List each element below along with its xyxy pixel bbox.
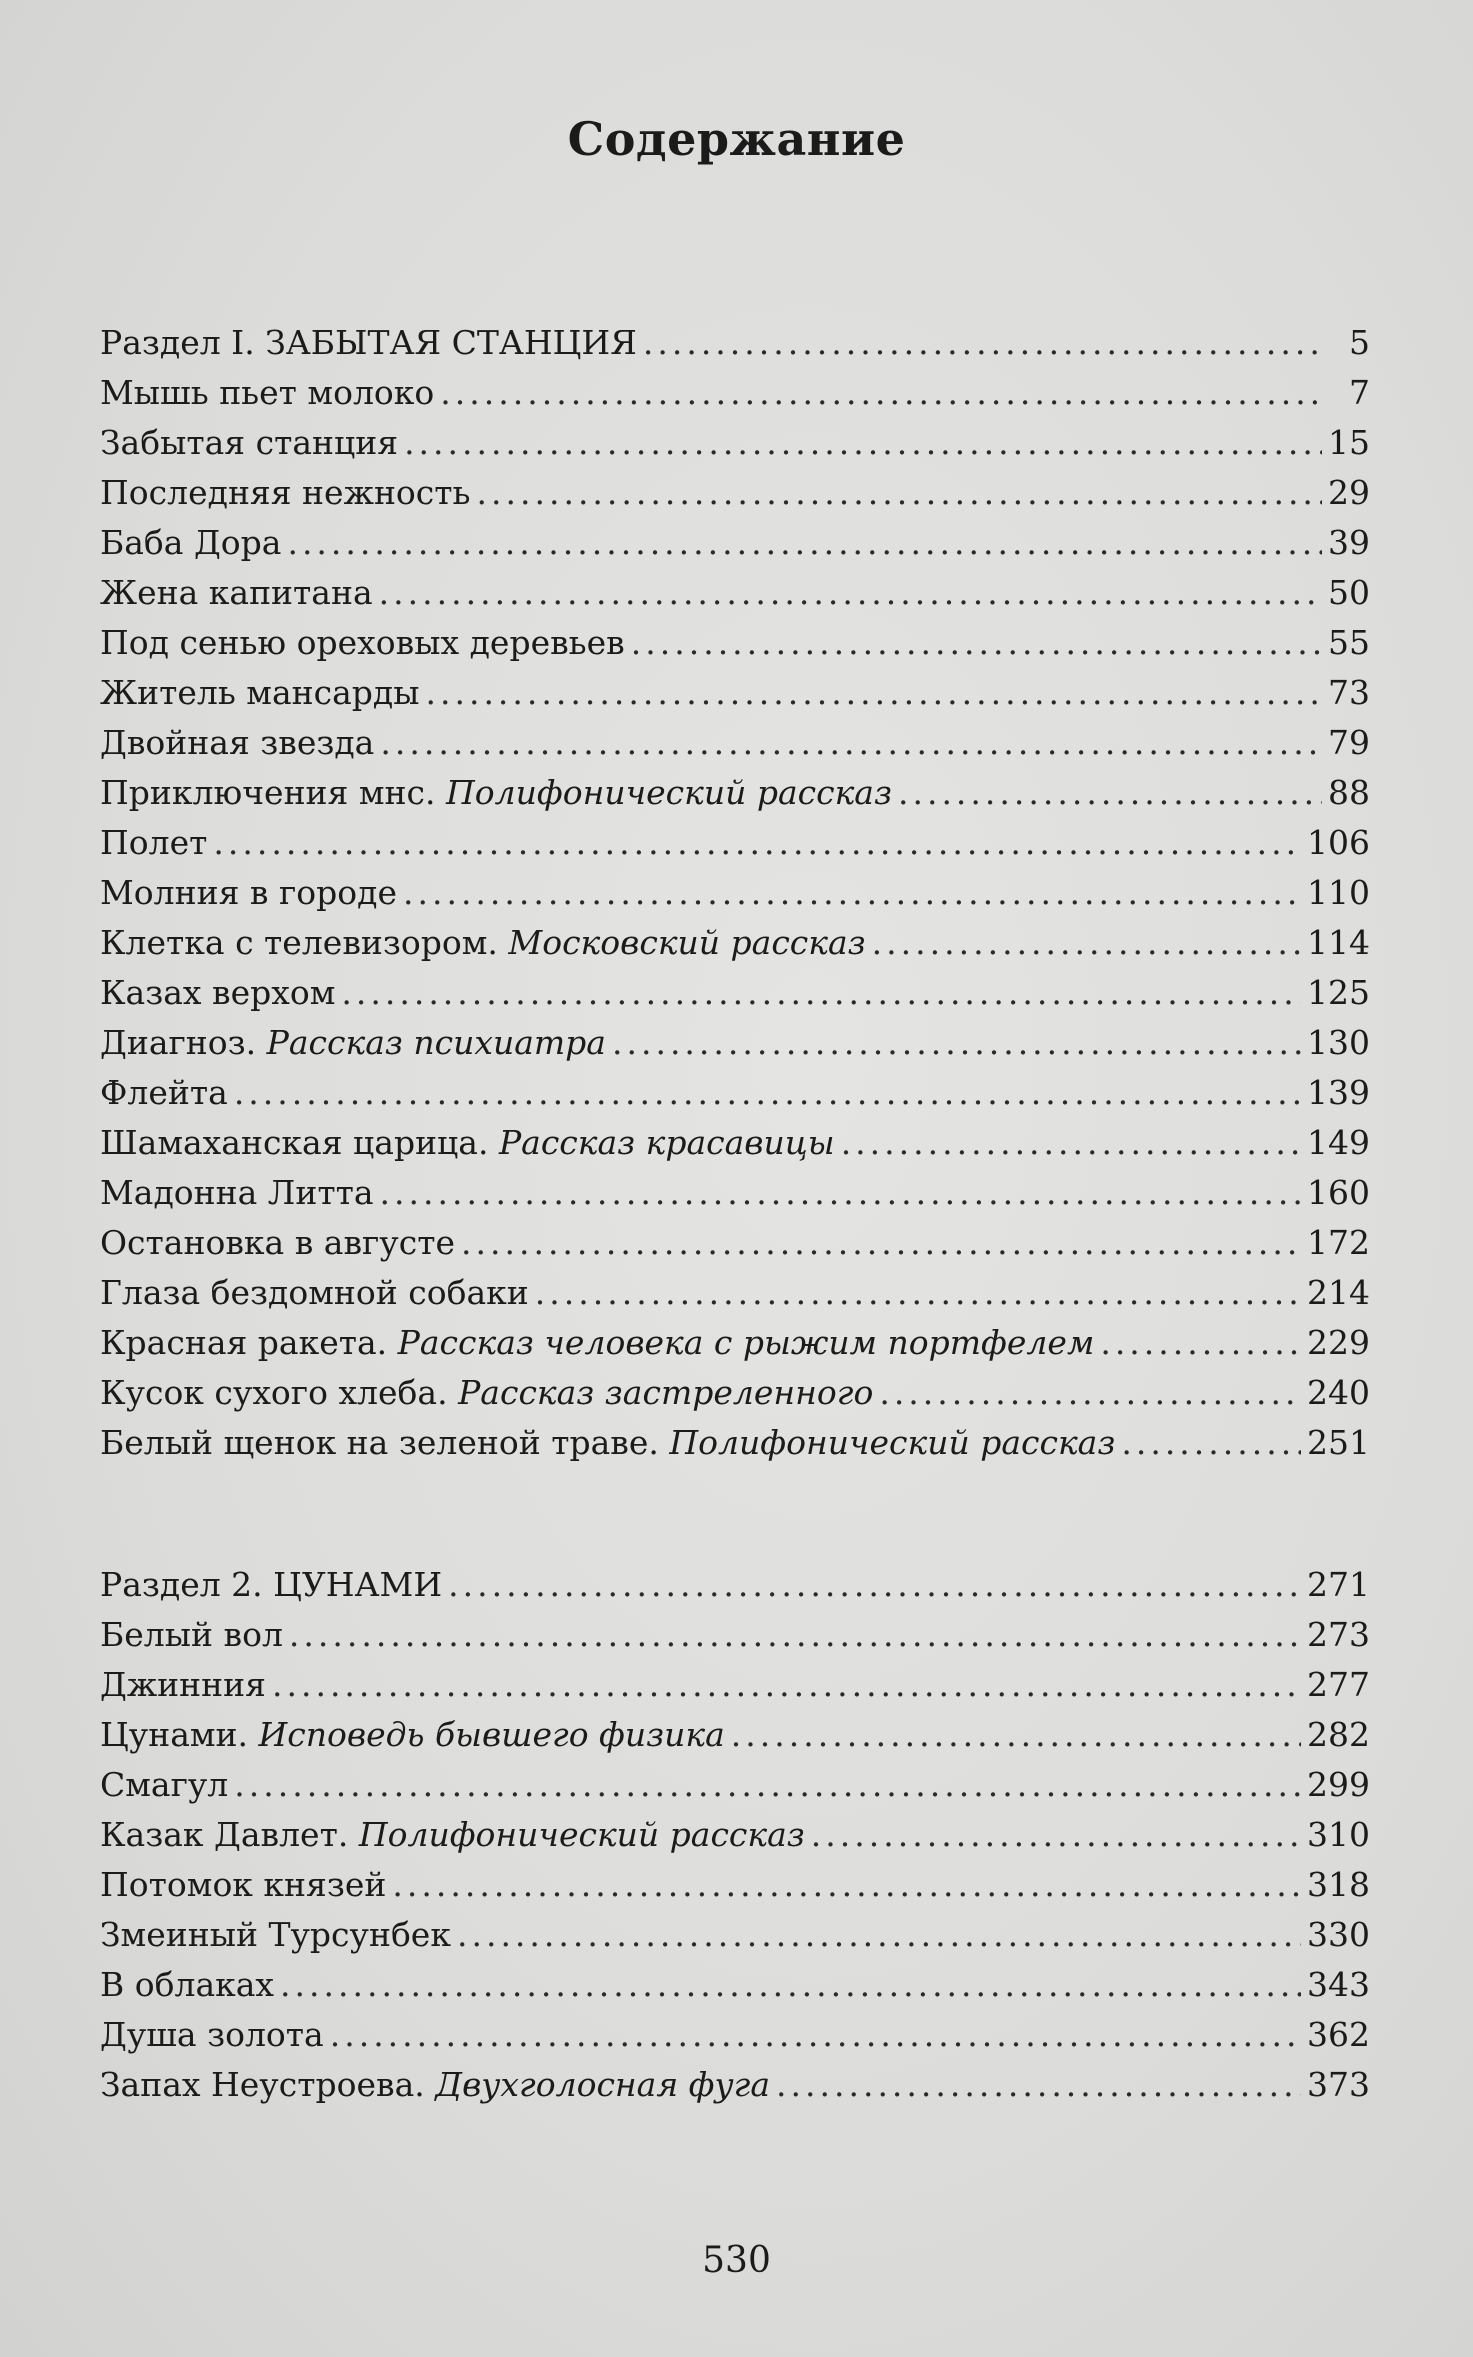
toc-entry-title bbox=[100, 1368, 873, 1418]
toc-entry-title bbox=[100, 768, 892, 818]
toc-entry-title bbox=[100, 2010, 324, 2060]
toc-entry-main-title: Белый щенок на зеленой траве. bbox=[100, 1423, 670, 1462]
toc-entry-main-title: Казах верхом bbox=[100, 973, 336, 1012]
toc-entry-main-title: Джинния bbox=[100, 1665, 266, 1704]
toc-entry-page: 125 bbox=[1307, 973, 1370, 1012]
toc-entry-title bbox=[100, 368, 434, 418]
toc-entry-page: 362 bbox=[1307, 2015, 1370, 2054]
dot-leader bbox=[731, 1710, 1301, 1760]
toc-entry-main-title: Диагноз. bbox=[100, 1023, 267, 1062]
toc-entry-main-title: Смагул bbox=[100, 1765, 229, 1804]
toc-entry-subtitle: Рассказ красавицы bbox=[498, 1123, 835, 1162]
dot-leader bbox=[425, 668, 1322, 718]
section-header-page: 271 bbox=[1307, 1565, 1370, 1604]
toc-entry-title bbox=[100, 918, 866, 968]
dot-leader bbox=[841, 1118, 1301, 1168]
toc-entry-page: 73 bbox=[1328, 673, 1370, 712]
toc-entry-page: 130 bbox=[1307, 1023, 1370, 1062]
toc-entry bbox=[100, 1218, 1370, 1268]
toc-entry-title bbox=[100, 618, 625, 668]
toc-entry-main-title: Забытая станция bbox=[100, 423, 399, 462]
toc-entry-subtitle: Полифонический рассказ bbox=[669, 1423, 1116, 1462]
dot-leader bbox=[289, 1610, 1301, 1660]
toc-entry-main-title: В облаках bbox=[100, 1965, 275, 2004]
page-number: 530 bbox=[702, 2240, 771, 2281]
toc-entry bbox=[100, 718, 1370, 768]
toc-entry-page: 273 bbox=[1307, 1615, 1370, 1654]
toc-entry-page: 114 bbox=[1307, 923, 1370, 962]
toc-entry-main-title: Мышь пьет молоко bbox=[100, 373, 435, 412]
toc-entry-page: 343 bbox=[1307, 1965, 1370, 2004]
toc-entry-title bbox=[100, 668, 419, 718]
toc-list bbox=[100, 1610, 1370, 2110]
toc-entry bbox=[100, 1710, 1370, 1760]
toc-entry bbox=[100, 468, 1370, 518]
toc-entry-title bbox=[100, 1018, 606, 1068]
dot-leader bbox=[234, 1068, 1301, 1118]
toc-entry-main-title: Остановка в августе bbox=[100, 1223, 455, 1262]
toc-entry bbox=[100, 1318, 1370, 1368]
toc-entry bbox=[100, 1418, 1370, 1468]
toc-entry-page: 299 bbox=[1307, 1765, 1370, 1804]
toc-entry-title bbox=[100, 1760, 228, 1810]
toc-entry-page: 229 bbox=[1307, 1323, 1370, 1362]
dot-leader bbox=[287, 518, 1322, 568]
dot-leader bbox=[380, 1168, 1301, 1218]
toc-entry bbox=[100, 968, 1370, 1018]
toc-entry bbox=[100, 1610, 1370, 1660]
toc-entry-subtitle: Рассказ человека с рыжим портфелем bbox=[397, 1323, 1095, 1362]
toc-entry-title bbox=[100, 1910, 451, 1960]
dot-leader bbox=[776, 2060, 1301, 2110]
toc-entry-main-title: Флейта bbox=[100, 1073, 228, 1112]
toc-entry bbox=[100, 918, 1370, 968]
toc-entry bbox=[100, 1760, 1370, 1810]
dot-leader bbox=[272, 1660, 1301, 1710]
toc-entry-page: 318 bbox=[1307, 1865, 1370, 1904]
toc-entry-page: 88 bbox=[1328, 773, 1370, 812]
toc-entry-subtitle: Двухголосная фуга bbox=[435, 2065, 771, 2104]
toc-entry-title bbox=[100, 1960, 274, 2010]
toc-entry-page: 277 bbox=[1307, 1665, 1370, 1704]
dot-leader bbox=[392, 1860, 1301, 1910]
toc-entry bbox=[100, 368, 1370, 418]
toc-entry-main-title: Кусок сухого хлеба. bbox=[100, 1373, 459, 1412]
toc-entry-page: 240 bbox=[1307, 1373, 1370, 1412]
toc-entry-page: 214 bbox=[1307, 1273, 1370, 1312]
dot-leader bbox=[477, 468, 1322, 518]
toc-entry bbox=[100, 768, 1370, 818]
dot-leader bbox=[811, 1810, 1301, 1860]
dot-leader bbox=[457, 1910, 1301, 1960]
toc-entry-title bbox=[100, 1710, 725, 1760]
toc-entry-main-title: Баба Дора bbox=[100, 523, 282, 562]
toc-entry-title bbox=[100, 1418, 1115, 1468]
toc-entry-title bbox=[100, 1218, 455, 1268]
toc-entry bbox=[100, 818, 1370, 868]
toc-entry-page: 310 bbox=[1307, 1815, 1370, 1854]
toc-entry bbox=[100, 1810, 1370, 1860]
toc-entry-main-title: Приключения мнс. bbox=[100, 773, 446, 812]
toc-entry bbox=[100, 1660, 1370, 1710]
toc-entry-page: 330 bbox=[1307, 1915, 1370, 1954]
toc-entry-title bbox=[100, 1860, 386, 1910]
toc-entry-subtitle: Московский рассказ bbox=[508, 923, 866, 962]
toc-entry bbox=[100, 518, 1370, 568]
toc-entry-main-title: Красная ракета. bbox=[100, 1323, 398, 1362]
toc-entry bbox=[100, 868, 1370, 918]
toc-entry-page: 106 bbox=[1307, 823, 1370, 862]
toc-section-1 bbox=[100, 318, 1370, 1468]
toc-entry-page: 50 bbox=[1328, 573, 1370, 612]
toc-entry bbox=[100, 1118, 1370, 1168]
toc-entry bbox=[100, 1068, 1370, 1118]
toc-list bbox=[100, 368, 1370, 1468]
toc-entry-main-title: Потомок князей bbox=[100, 1865, 387, 1904]
toc-entry bbox=[100, 668, 1370, 718]
toc-entry-subtitle: Полифонический рассказ bbox=[358, 1815, 805, 1854]
toc-entry-page: 39 bbox=[1328, 523, 1370, 562]
toc-entry-title bbox=[100, 2060, 770, 2110]
toc-entry-main-title: Последняя нежность bbox=[100, 473, 471, 512]
toc-entry bbox=[100, 568, 1370, 618]
toc-entry-title bbox=[100, 1118, 835, 1168]
toc-entry-title bbox=[100, 1268, 529, 1318]
dot-leader bbox=[404, 418, 1322, 468]
dot-leader bbox=[879, 1368, 1301, 1418]
toc-entry-main-title: Житель мансарды bbox=[100, 673, 420, 712]
dot-leader bbox=[872, 918, 1301, 968]
toc-section-2 bbox=[100, 1560, 1370, 2110]
toc-entry-title bbox=[100, 518, 281, 568]
toc-entry-main-title: Шамаханская царица. bbox=[100, 1123, 499, 1162]
toc-entry bbox=[100, 618, 1370, 668]
page-title: Содержание bbox=[567, 112, 906, 166]
dot-leader bbox=[643, 318, 1324, 368]
dot-leader bbox=[280, 1960, 1301, 2010]
dot-leader bbox=[448, 1560, 1301, 1610]
toc-entry-main-title: Цунами. bbox=[100, 1715, 259, 1754]
toc-entry-main-title: Запах Неустроева. bbox=[100, 2065, 436, 2104]
dot-leader bbox=[330, 2010, 1301, 2060]
dot-leader bbox=[535, 1268, 1301, 1318]
toc-entry-page: 172 bbox=[1307, 1223, 1370, 1262]
toc-entry-page: 149 bbox=[1307, 1123, 1370, 1162]
toc-entry-main-title: Молния в городе bbox=[100, 873, 397, 912]
toc-entry-title bbox=[100, 1660, 266, 1710]
toc-entry-subtitle: Рассказ застреленного bbox=[458, 1373, 874, 1412]
dot-leader bbox=[379, 568, 1322, 618]
toc-entry bbox=[100, 1910, 1370, 1960]
toc-section-header bbox=[100, 318, 1370, 368]
toc-entry bbox=[100, 2060, 1370, 2110]
toc-entry-title bbox=[100, 468, 471, 518]
dot-leader bbox=[612, 1018, 1301, 1068]
toc-entry bbox=[100, 1960, 1370, 2010]
toc-entry-main-title: Душа золота bbox=[100, 2015, 324, 2054]
toc-entry-subtitle: Рассказ психиатра bbox=[266, 1023, 606, 1062]
toc-entry-title bbox=[100, 568, 373, 618]
section-header-title: Раздел 2. ЦУНАМИ bbox=[100, 1565, 443, 1604]
dot-leader bbox=[631, 618, 1322, 668]
toc-entry-page: 282 bbox=[1307, 1715, 1370, 1754]
toc-entry-title bbox=[100, 1318, 1094, 1368]
toc-entry-page: 373 bbox=[1307, 2065, 1370, 2104]
toc-entry-title bbox=[100, 1610, 283, 1660]
section-header-title: Раздел I. ЗАБЫТАЯ СТАНЦИЯ bbox=[100, 323, 637, 362]
toc-entry-title bbox=[100, 1168, 374, 1218]
toc-entry bbox=[100, 1018, 1370, 1068]
toc-entry-main-title: Клетка с телевизором. bbox=[100, 923, 509, 962]
toc-entry bbox=[100, 2010, 1370, 2060]
toc-section-header bbox=[100, 1560, 1370, 1610]
dot-leader bbox=[440, 368, 1324, 418]
toc-entry-title bbox=[100, 818, 207, 868]
dot-leader bbox=[461, 1218, 1301, 1268]
toc-entry-main-title: Змеиный Турсунбек bbox=[100, 1915, 451, 1954]
toc-entry-title bbox=[100, 1068, 228, 1118]
toc-entry-page: 139 bbox=[1307, 1073, 1370, 1112]
toc-entry-title bbox=[100, 718, 374, 768]
dot-leader bbox=[898, 768, 1322, 818]
dot-leader bbox=[380, 718, 1322, 768]
toc-entry bbox=[100, 1368, 1370, 1418]
toc-entry-subtitle: Полифонический рассказ bbox=[445, 773, 892, 812]
toc-entry bbox=[100, 1168, 1370, 1218]
toc-entry bbox=[100, 1268, 1370, 1318]
section-header-page: 5 bbox=[1349, 323, 1370, 362]
toc-entry-main-title: Двойная звезда bbox=[100, 723, 375, 762]
toc-entry-page: 55 bbox=[1328, 623, 1370, 662]
dot-leader bbox=[403, 868, 1301, 918]
toc-entry bbox=[100, 418, 1370, 468]
toc-entry-page: 251 bbox=[1307, 1423, 1370, 1462]
dot-leader bbox=[1100, 1318, 1301, 1368]
toc-entry-page: 15 bbox=[1328, 423, 1370, 462]
toc-entry-main-title: Жена капитана bbox=[100, 573, 373, 612]
toc-entry-title bbox=[100, 1810, 805, 1860]
toc-entry-main-title: Глаза бездомной собаки bbox=[100, 1273, 529, 1312]
toc-entry-page: 110 bbox=[1307, 873, 1370, 912]
toc-entry-main-title: Казак Давлет. bbox=[100, 1815, 359, 1854]
toc-entry-page: 29 bbox=[1328, 473, 1370, 512]
toc-entry-main-title: Белый вол bbox=[100, 1615, 283, 1654]
toc-entry-page: 7 bbox=[1349, 373, 1370, 412]
dot-leader bbox=[234, 1760, 1301, 1810]
toc-entry-title bbox=[100, 968, 335, 1018]
toc-entry-main-title: Под сенью ореховых деревьев bbox=[100, 623, 625, 662]
toc-entry-subtitle: Исповедь бывшего физика bbox=[258, 1715, 725, 1754]
toc-entry-title bbox=[100, 418, 398, 468]
dot-leader bbox=[341, 968, 1301, 1018]
dot-leader bbox=[1121, 1418, 1301, 1468]
toc-entry-page: 160 bbox=[1307, 1173, 1370, 1212]
toc-entry-main-title: Полет bbox=[100, 823, 208, 862]
dot-leader bbox=[213, 818, 1301, 868]
toc-entry bbox=[100, 1860, 1370, 1910]
toc-entry-page: 79 bbox=[1328, 723, 1370, 762]
toc-entry-main-title: Мадонна Литта bbox=[100, 1173, 374, 1212]
toc-entry-title bbox=[100, 868, 397, 918]
